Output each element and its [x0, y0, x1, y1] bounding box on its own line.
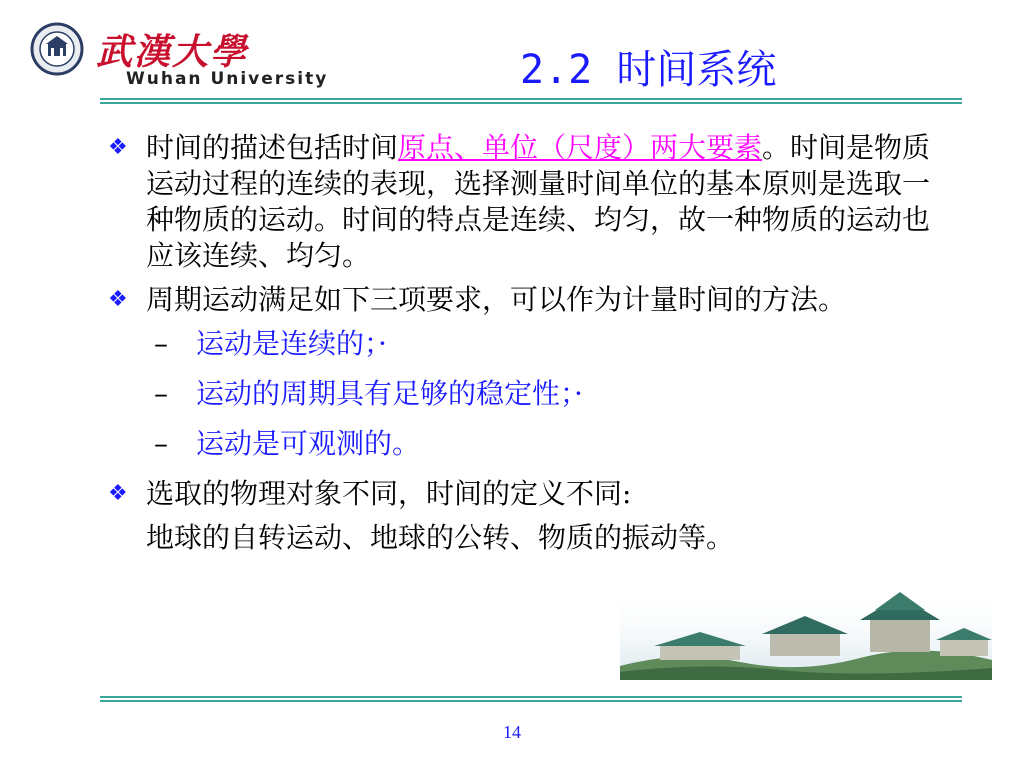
sub-item-text: 运动是连续的；· — [196, 327, 387, 360]
sub-item — [108, 326, 948, 366]
footer-divider — [100, 696, 962, 702]
university-seal-icon — [30, 22, 84, 76]
dash-marker: – — [154, 377, 168, 410]
diamond-bullet-icon: ❖ — [108, 135, 128, 160]
bullet-item — [108, 130, 948, 274]
bullet-text-suffix: 。时间是物质运动过程的连续的表现，选择测量时间单位的基本原则是选取一种物质的运动。时间的特点是连续、均匀，故一种物质的运动也应该连续、均匀。 — [146, 131, 931, 272]
trailing-line: 地球的自转运动、地球的公转、物质的振动等。 — [146, 521, 735, 554]
university-logo — [30, 22, 330, 94]
header-divider — [100, 98, 962, 104]
slide-content — [108, 130, 948, 556]
bullet-text: 选取的物理对象不同，时间的定义不同: — [146, 477, 632, 510]
diamond-bullet-icon: ❖ — [108, 481, 128, 506]
sub-item-text: 运动是可观测的。 — [196, 427, 421, 460]
slide-title: 2.2 时间系统 — [520, 47, 777, 93]
bullet-text-prefix: 时间的描述包括时间 — [146, 131, 399, 164]
sub-item — [108, 426, 948, 466]
bullet-item — [108, 476, 948, 512]
bullet-item — [108, 282, 948, 318]
diamond-bullet-icon: ❖ — [108, 287, 128, 312]
campus-building-image — [620, 588, 992, 680]
bullet-text: 周期运动满足如下三项要求，可以作为计量时间的方法。 — [146, 283, 847, 316]
page-number: 14 — [503, 722, 521, 742]
dash-marker: – — [154, 327, 168, 360]
dash-marker: – — [154, 427, 168, 460]
logo-chinese-text: 武漢大學 — [96, 31, 249, 73]
logo-english-text: Wuhan University — [126, 69, 329, 89]
sub-item — [108, 376, 948, 416]
sub-item-text: 运动的周期具有足够的稳定性；· — [196, 377, 583, 410]
highlighted-link-text[interactable]: 原点、单位（尺度）两大要素 — [398, 131, 763, 164]
